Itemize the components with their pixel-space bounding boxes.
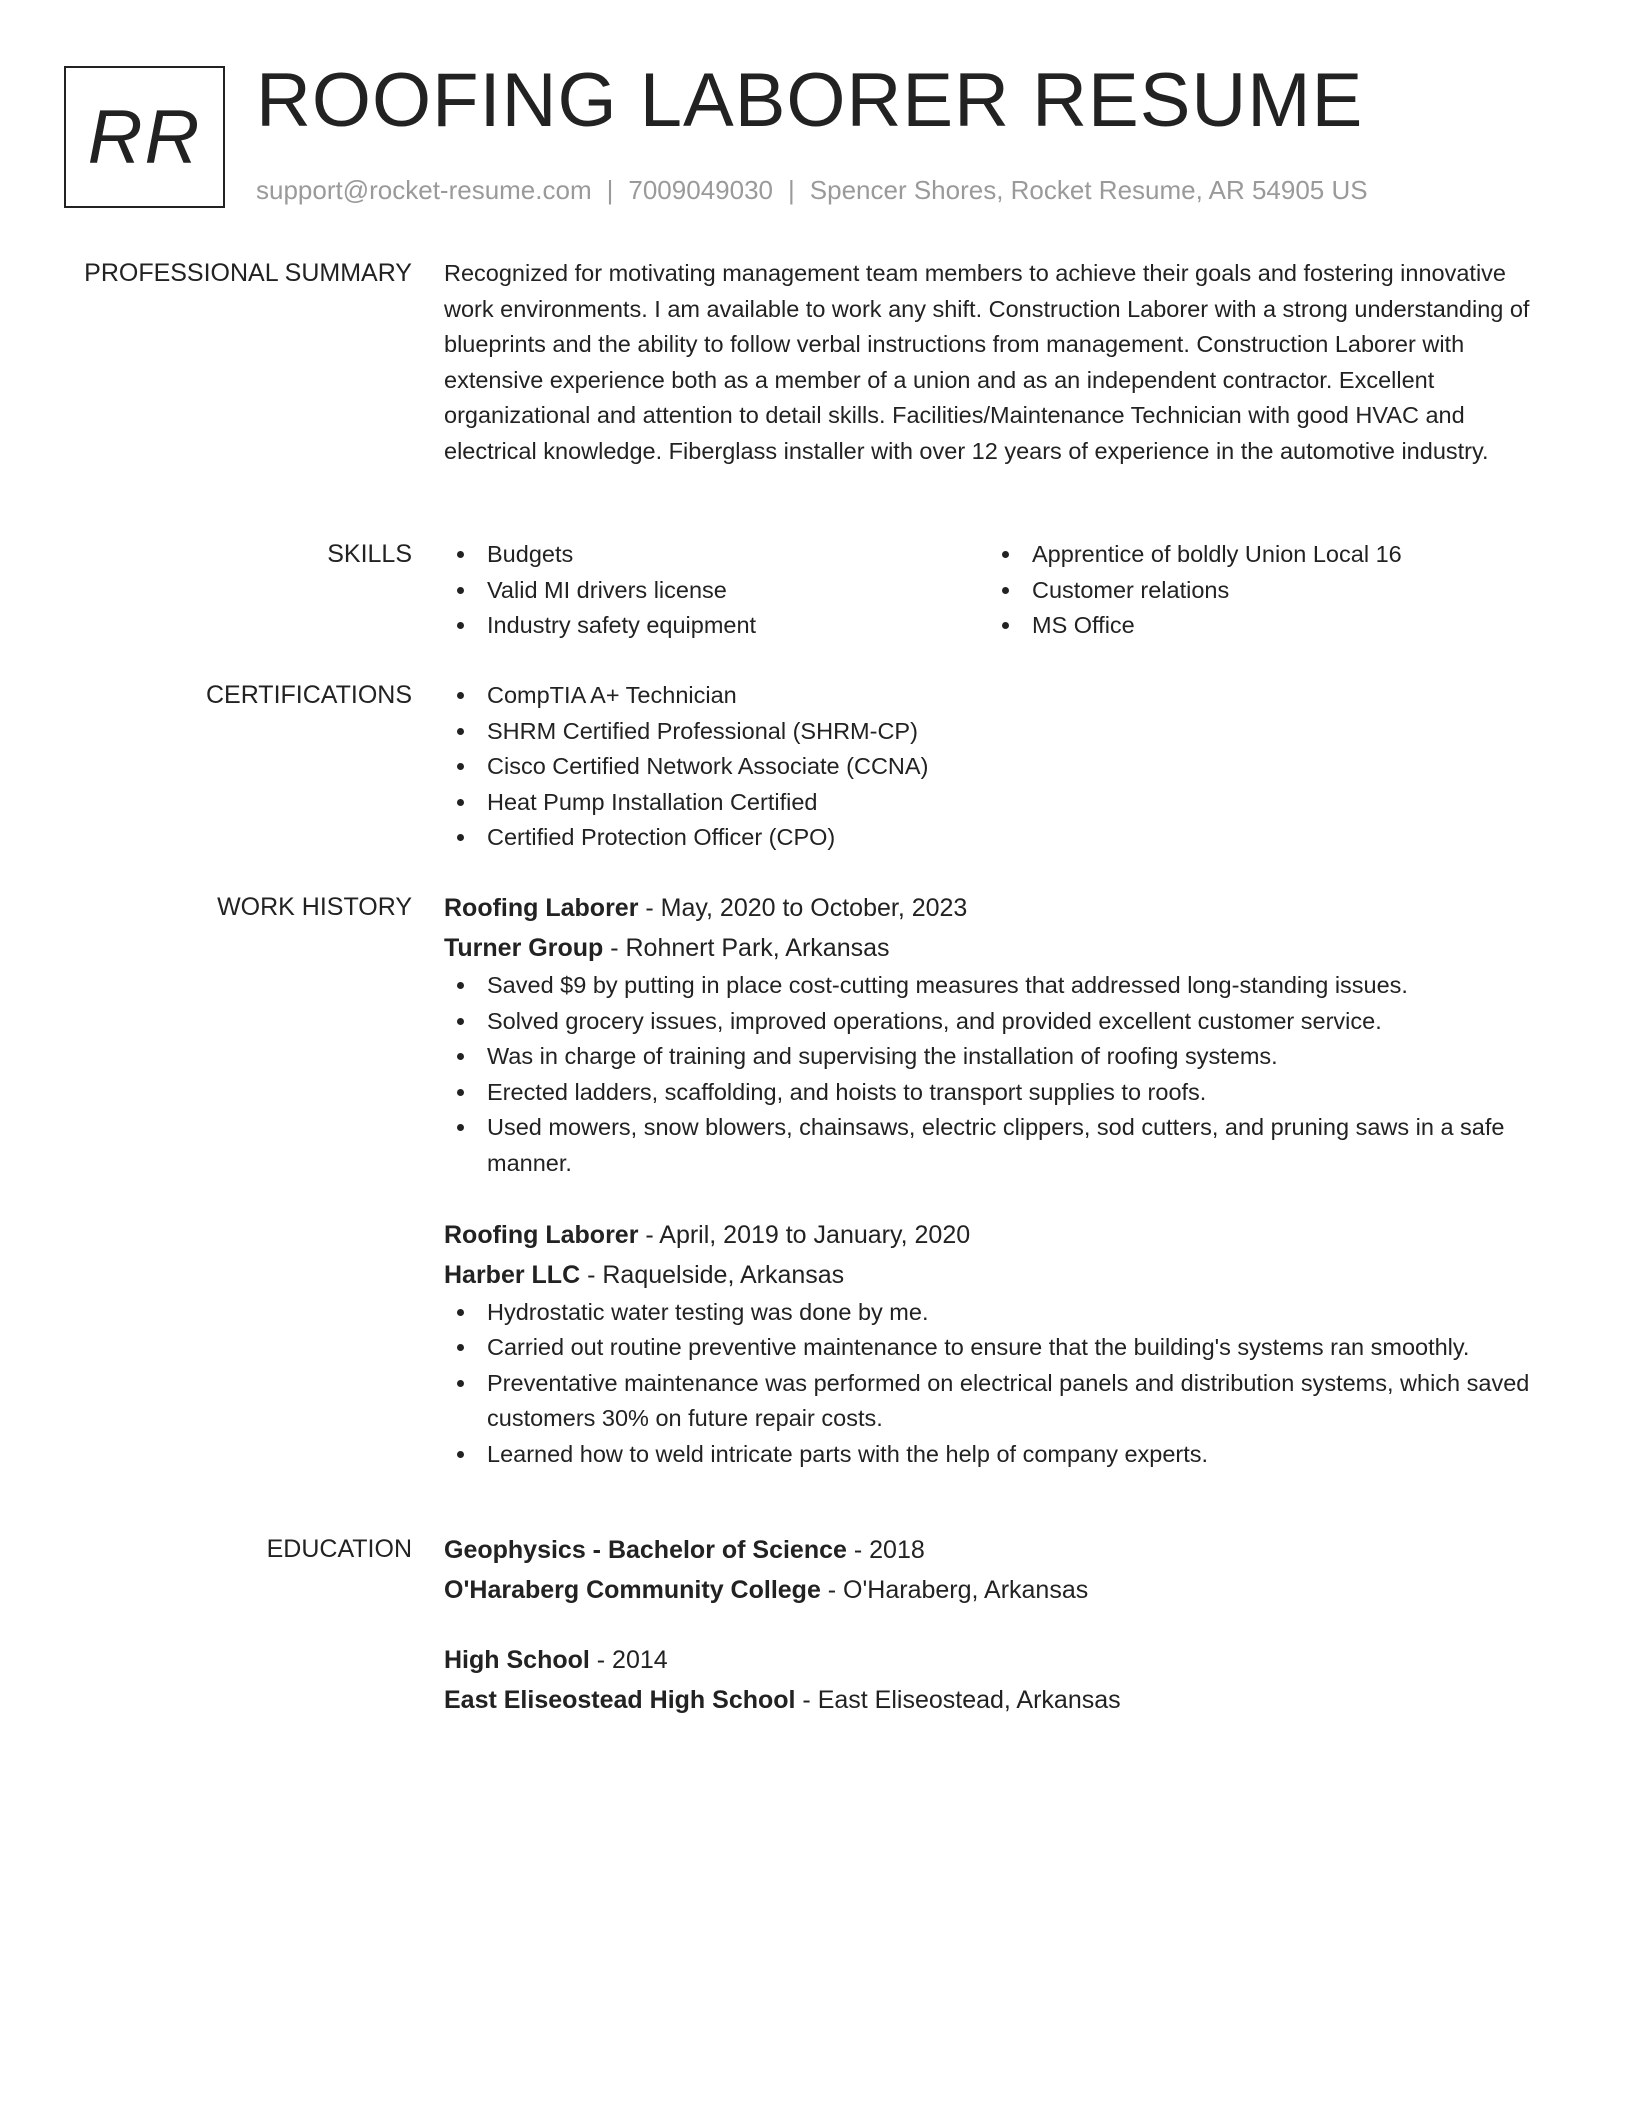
skill-item: MS Office <box>989 608 1534 644</box>
work-history-heading: WORK HISTORY <box>217 893 412 921</box>
job-duties <box>444 968 1554 1182</box>
job-duty: Was in charge of training and supervising the installation of roofing systems. <box>444 1039 1554 1075</box>
skill-item: Valid MI drivers license <box>444 573 989 609</box>
education-degree-line <box>444 1530 1554 1570</box>
job-duty: Carried out routine preventive maintenance to ensure that the building's systems ran smoothly. <box>444 1330 1554 1366</box>
contact-line <box>256 174 1368 206</box>
job-title: Roofing Laborer <box>444 894 639 922</box>
education-entry <box>444 1530 1554 1610</box>
education-entry <box>444 1640 1554 1720</box>
monogram-logo <box>64 66 225 208</box>
education-year: - 2018 <box>846 1536 925 1564</box>
education-location: - East Eliseostead, Arkansas <box>795 1686 1121 1714</box>
contact-email: support@rocket-resume.com <box>256 175 592 205</box>
skills-column-left <box>444 537 989 644</box>
education-school: O'Haraberg Community College <box>444 1576 821 1604</box>
certification-item: CompTIA A+ Technician <box>444 678 1554 714</box>
job-title: Roofing Laborer <box>444 1220 639 1249</box>
education-school-line <box>444 1680 1554 1720</box>
job-duty: Learned how to weld intricate parts with the help of company experts. <box>444 1437 1554 1473</box>
skill-item: Customer relations <box>989 573 1534 609</box>
education-heading: EDUCATION <box>266 1535 412 1563</box>
contact-address: Spencer Shores, Rocket Resume, AR 54905 US <box>809 175 1368 205</box>
education-location: - O'Haraberg, Arkansas <box>820 1576 1089 1604</box>
job-title-line <box>444 1215 1554 1255</box>
job-company: Turner Group <box>444 934 604 962</box>
job-company-line <box>444 1255 1554 1295</box>
work-history-body <box>444 888 1554 1473</box>
resume-title: ROOFING LABORER RESUME <box>256 58 1364 143</box>
job-entry <box>444 888 1554 1182</box>
skills-column-right <box>989 537 1534 644</box>
job-duty: Erected ladders, scaffolding, and hoists to transport supplies to roofs. <box>444 1075 1554 1111</box>
job-dates: - April, 2019 to January, 2020 <box>638 1220 971 1249</box>
education-body <box>444 1530 1554 1720</box>
job-location: - Rohnert Park, Arkansas <box>603 934 890 962</box>
job-duty: Solved grocery issues, improved operations, and provided excellent customer service. <box>444 1004 1554 1040</box>
certification-item: Certified Protection Officer (CPO) <box>444 820 1554 856</box>
summary-body <box>444 256 1554 470</box>
summary-heading: PROFESSIONAL SUMMARY <box>84 259 412 287</box>
skill-item: Apprentice of boldly Union Local 16 <box>989 537 1534 573</box>
job-entry <box>444 1215 1554 1473</box>
education-year: - 2014 <box>589 1646 668 1674</box>
job-dates: - May, 2020 to October, 2023 <box>638 894 968 922</box>
certifications-heading: CERTIFICATIONS <box>205 681 412 709</box>
job-location: - Raquelside, Arkansas <box>580 1260 845 1289</box>
skill-item: Industry safety equipment <box>444 608 989 644</box>
job-company-line <box>444 928 1554 968</box>
certification-item: Heat Pump Installation Certified <box>444 785 1554 821</box>
contact-separator: | <box>606 175 614 205</box>
education-degree-line <box>444 1640 1554 1680</box>
certifications-list <box>444 678 1554 856</box>
education-school: East Eliseostead High School <box>444 1686 796 1714</box>
job-duty: Preventative maintenance was performed on electrical panels and distribution systems, which saved customers 30% on future repair costs. <box>444 1366 1554 1437</box>
job-duty: Used mowers, snow blowers, chainsaws, electric clippers, sod cutters, and pruning saws in a safe manner. <box>444 1110 1554 1181</box>
contact-phone: 7009049030 <box>628 175 773 205</box>
job-title-line <box>444 888 1554 928</box>
job-company: Harber LLC <box>444 1260 581 1289</box>
education-degree: High School <box>444 1646 590 1674</box>
summary-text: Recognized for motivating management team members to achieve their goals and fostering innovative work environments. I am available to work any shift. Construction Laborer with a strong understanding of blueprints and the ability to follow verbal instructions from management. Construction Laborer with extensive experience both as a member of a union and as an independent contractor. Excellent organizational and attention to detail skills. Facilities/Maintenance Technician with good HVAC and electrical knowledge. Fiberglass installer with over 12 years of experience in the automotive industry. <box>444 260 1530 464</box>
certifications-body <box>444 678 1554 856</box>
certification-item: SHRM Certified Professional (SHRM-CP) <box>444 714 1554 750</box>
job-duty: Saved $9 by putting in place cost-cutting measures that addressed long-standing issues. <box>444 968 1554 1004</box>
skill-item: Budgets <box>444 537 989 573</box>
skills-list <box>444 537 1554 644</box>
job-duty: Hydrostatic water testing was done by me. <box>444 1295 1554 1331</box>
education-school-line <box>444 1570 1554 1610</box>
education-degree: Geophysics - Bachelor of Science <box>444 1536 847 1564</box>
monogram-text: RR <box>87 94 202 180</box>
contact-separator: | <box>788 175 795 205</box>
certification-item: Cisco Certified Network Associate (CCNA) <box>444 749 1554 785</box>
skills-heading: SKILLS <box>327 540 412 568</box>
job-duties <box>444 1295 1554 1473</box>
